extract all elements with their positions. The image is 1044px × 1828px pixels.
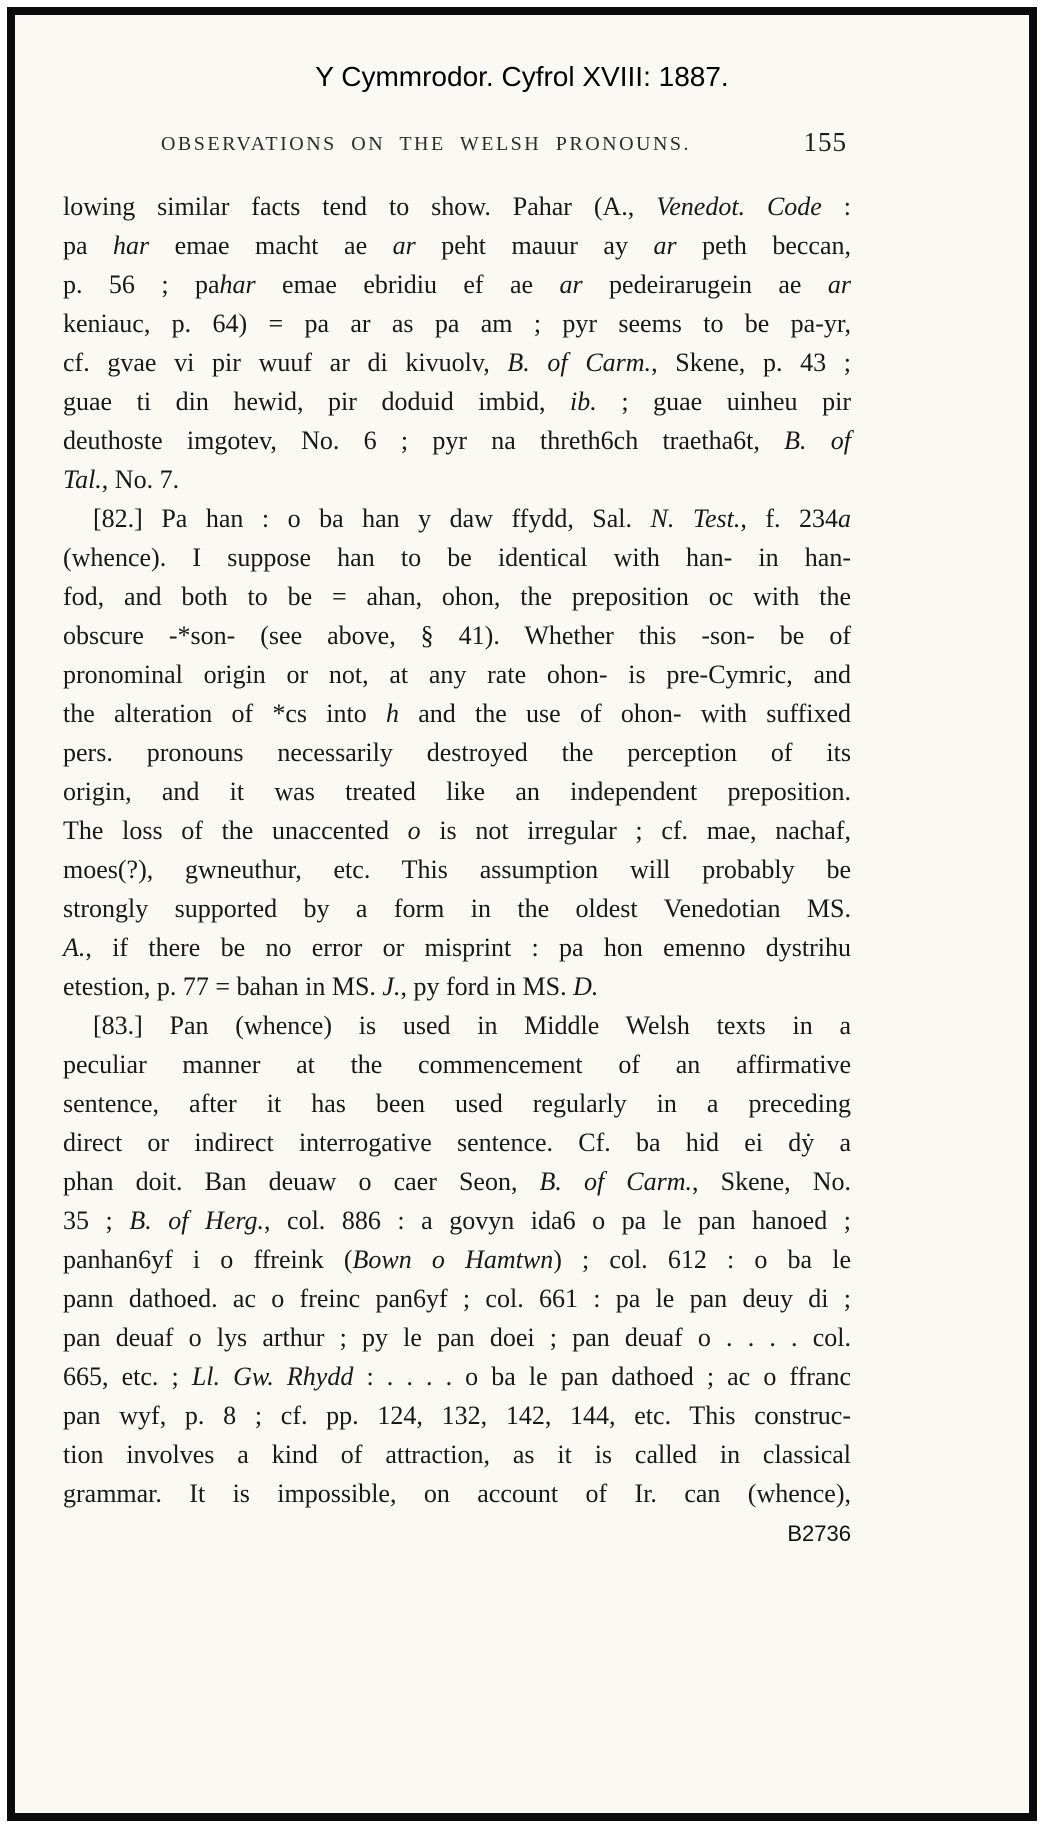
text-line (63, 187, 851, 226)
text-line (63, 460, 851, 499)
italic-text: har (113, 231, 150, 260)
text-line (63, 226, 851, 265)
page-header (63, 127, 849, 167)
text-segment: keniauc, p. 64) = pa ar as pa am ; pyr seems to be pa-yr, (63, 309, 851, 338)
text-segment: strongly supported by a form in the oldest Venedotian MS. (63, 894, 851, 923)
text-line (63, 655, 851, 694)
text-line (63, 928, 851, 967)
page-number: 155 (803, 127, 847, 157)
italic-text: o (407, 816, 421, 845)
text-line (63, 1201, 851, 1240)
text-line (63, 499, 851, 538)
text-line (63, 1357, 851, 1396)
text-segment: , if there be no error or misprint : pa hon emenno dystrihu (85, 933, 851, 962)
text-segment: peculiar manner at the commencement of an affirmative (63, 1050, 851, 1079)
text-line (63, 1435, 851, 1474)
italic-text: ar (392, 231, 416, 260)
text-segment: peht mauur ay (415, 231, 654, 260)
footer-mark: B2736 (787, 1521, 851, 1546)
text-line (63, 304, 851, 343)
italic-text: Tal. (63, 465, 102, 494)
text-segment: peth beccan, (676, 231, 851, 260)
text-line (63, 538, 851, 577)
text-segment: sentence, after it has been used regularly in a preceding (63, 1089, 851, 1118)
text-line (63, 616, 851, 655)
text-line (63, 1045, 851, 1084)
text-segment: guae ti din hewid, pir doduid imbid, (63, 387, 571, 416)
text-segment: etestion, p. 77 = bahan in MS. (63, 972, 383, 1001)
italic-text: har (219, 270, 256, 299)
page (15, 15, 1029, 1813)
text-segment: [82.] Pa han : o ba han y daw ffydd, Sal. (93, 504, 651, 533)
text-line (63, 577, 851, 616)
italic-text: N. Test. (650, 504, 741, 533)
text-segment: pedeirarugein ae (582, 270, 828, 299)
text-line (63, 1162, 851, 1201)
text-segment: pann dathoed. ac o freinc pan6yf ; col. 661 : pa le pan deuy di ; (63, 1284, 851, 1313)
text-segment: pronominal origin or not, at any rate ohon- is pre-Cymric, and (63, 660, 851, 689)
text-segment: fod, and both to be = ahan, ohon, the preposition oc with the (63, 582, 851, 611)
text-segment: the alteration of *cs into (63, 699, 386, 728)
text-line (63, 1084, 851, 1123)
text-segment: origin, and it was treated like an independent preposition. (63, 777, 851, 806)
text-line (63, 1123, 851, 1162)
italic-text: Ll. Gw. Rhydd (191, 1362, 354, 1391)
text-segment: tion involves a kind of attraction, as it is called in classical (63, 1440, 851, 1469)
italic-text: ib. (570, 387, 597, 416)
text-line (63, 1240, 851, 1279)
text-segment: 665, etc. ; (63, 1362, 192, 1391)
text-segment: emae macht ae (149, 231, 393, 260)
text-line (63, 1318, 851, 1357)
italic-text: h (385, 699, 399, 728)
text-segment: pan wyf, p. 8 ; cf. pp. 124, 132, 142, 144, etc. This construc- (63, 1401, 851, 1430)
text-line (63, 343, 851, 382)
text-segment: [83.] Pan (whence) is used in Middle Welsh texts in a (93, 1011, 851, 1040)
text-line (63, 382, 851, 421)
italic-text: B. of Herg. (129, 1206, 264, 1235)
text-segment: phan doit. Ban deuaw o caer Seon, (63, 1167, 540, 1196)
running-head: OBSERVATIONS ON THE WELSH PRONOUNS. (160, 133, 692, 155)
text-segment: lowing similar facts tend to show. Pahar (A., (63, 192, 657, 221)
text-line (63, 850, 851, 889)
text-line (63, 1006, 851, 1045)
italic-text: Venedot. Code (656, 192, 822, 221)
text-segment: , col. 886 : a govyn ida6 o pa le pan hanoed ; (264, 1206, 851, 1235)
text-line (63, 967, 851, 1006)
text-segment: , py ford in MS. (400, 972, 574, 1001)
text-line (63, 421, 851, 460)
text-segment: The loss of the unaccented (63, 816, 408, 845)
text-segment: , No. 7. (101, 465, 180, 494)
volume-title: Y Cymmrodor. Cyfrol XVIII: 1887. (315, 61, 729, 92)
text-segment: panhan6yf i o ffreink ( (63, 1245, 353, 1274)
italic-text: a (838, 504, 851, 533)
text-line (63, 772, 851, 811)
text-segment: emae ebridiu ef ae (255, 270, 560, 299)
text-segment: cf. gvae vi pir wuuf ar di kivuolv, (63, 348, 508, 377)
text-segment: , Skene, No. (692, 1167, 851, 1196)
italic-text: A. (63, 933, 86, 962)
text-line (63, 1474, 851, 1513)
text-segment: p. 56 ; pa (63, 270, 220, 299)
italic-text: J. (382, 972, 401, 1001)
italic-text: ar (653, 231, 677, 260)
body-text (63, 187, 851, 1513)
italic-text: Bown o Hamtwn (352, 1245, 554, 1274)
italic-text: B. of Carm. (507, 348, 652, 377)
text-segment: is not irregular ; cf. mae, nachaf, (420, 816, 851, 845)
text-segment: : . . . . o ba le pan dathoed ; ac o ffranc (353, 1362, 852, 1391)
text-segment: , Skene, p. 43 ; (651, 348, 852, 377)
text-segment: and the use of ohon- with suffixed (398, 699, 852, 728)
text-segment: : (821, 192, 851, 221)
text-line (63, 811, 851, 850)
text-segment: pa (63, 231, 114, 260)
italic-text: B. of (784, 426, 851, 455)
italic-text: ar (559, 270, 583, 299)
text-line (63, 1396, 851, 1435)
scan-border (7, 7, 1037, 1821)
text-segment: deuthoste imgotev, No. 6 ; pyr na threth6ch traetha6t, (63, 426, 785, 455)
text-segment: pan deuaf o lys arthur ; py le pan doei ; pan deuaf o . . . . col. (63, 1323, 851, 1352)
text-segment: ; guae uinheu pir (596, 387, 851, 416)
text-segment: grammar. It is impossible, on account of Ir. can (whence), (63, 1479, 851, 1508)
text-line (63, 694, 851, 733)
italic-text: B. of Carm. (539, 1167, 693, 1196)
text-segment: (whence). I suppose han to be identical with han- in han- (63, 543, 851, 572)
text-segment: pers. pronouns necessarily destroyed the perception of its (63, 738, 851, 767)
italic-text: D. (573, 972, 599, 1001)
text-segment: direct or indirect interrogative sentence. Cf. ba hid ei dẏ a (63, 1128, 851, 1157)
text-line (63, 265, 851, 304)
text-segment: 35 ; (63, 1206, 130, 1235)
text-segment: , f. 234 (740, 504, 838, 533)
italic-text: ar (827, 270, 851, 299)
text-line (63, 889, 851, 928)
text-segment: ) ; col. 612 : o ba le (553, 1245, 851, 1274)
text-line (63, 733, 851, 772)
text-line (63, 1279, 851, 1318)
text-segment: moes(?), gwneuthur, etc. This assumption will probably be (63, 855, 851, 884)
text-segment: obscure -*son- (see above, § 41). Whether this -son- be of (63, 621, 851, 650)
